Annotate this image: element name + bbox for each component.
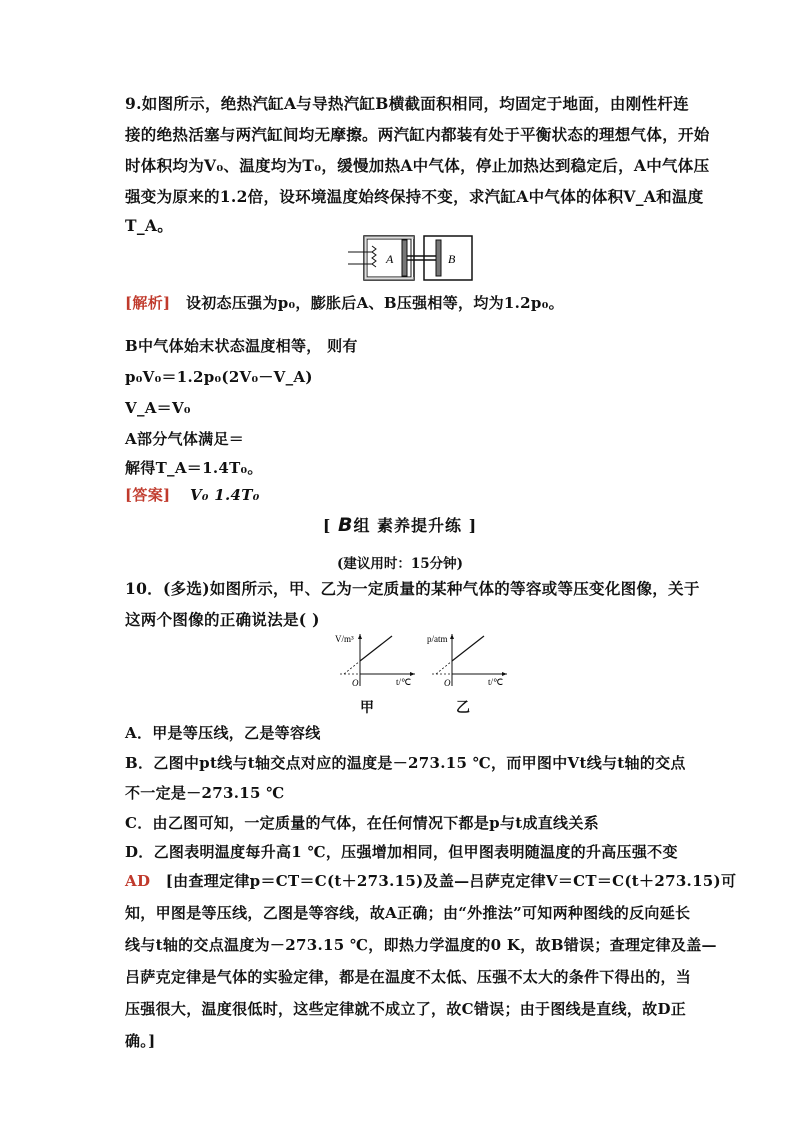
bracket-left: [: [322, 516, 332, 535]
time-hint: (建议用时：15分钟): [336, 556, 464, 572]
q9-line-4: 强变为原来的1.2倍，设环境温度始终保持不变，求汽缸A中气体的体积V_A和温度: [125, 187, 704, 206]
analysis-line: [125, 292, 564, 313]
answer-text: V₀ 1.4T₀: [189, 486, 260, 504]
section-title: 组 素养提升练: [353, 516, 463, 535]
yi-ylabel: p/atm: [427, 634, 448, 644]
yi-xlabel: t/℃: [488, 677, 504, 687]
graph-jia: [330, 630, 420, 688]
answer-key: AD: [125, 872, 151, 890]
graph-yi: [422, 630, 512, 688]
solution-line-4: A部分气体满足＝: [125, 430, 245, 448]
q9-line-3: 时体积均为V₀、温度均为T₀，缓慢加热A中气体，停止加热达到稳定后，A中气体压: [125, 156, 710, 175]
section-heading: [0, 513, 800, 536]
solution-line-1: B中气体始末状态温度相等， 则有: [125, 337, 358, 355]
caption-yi: 乙: [456, 700, 470, 716]
explanation-line-3: 线与t轴的交点温度为－273.15 ℃，即热力学温度的0 K，故B错误；查理定律及盖—: [125, 936, 717, 954]
q10-line-2: 这两个图像的正确说法是( ): [125, 610, 320, 629]
q9-line-5: T_A。: [125, 216, 174, 235]
option-b: B．乙图中pt线与t轴交点对应的温度是－273.15 ℃，而甲图中Vt线与t轴的交点: [125, 754, 686, 772]
explanation-line-6: 确。]: [125, 1032, 156, 1050]
q9-line-2: 接的绝热活塞与两汽缸间均无摩擦。两汽缸内都装有处于平衡状态的理想气体，开始: [125, 125, 710, 144]
solution-line-5: 解得T_A＝1.4T₀。: [125, 459, 263, 477]
jia-ylabel: V/m³: [335, 634, 354, 644]
explanation-line-4: 吕萨克定律是气体的实验定律，都是在温度不太低、压强不太大的条件下得出的，当: [125, 968, 692, 986]
option-d: D．乙图表明温度每升高1 ℃，压强增加相同，但甲图表明随温度的升高压强不变: [125, 843, 678, 861]
section-letter: B: [337, 514, 354, 536]
q10-line-1: 10．(多选)如图所示，甲、乙为一定质量的某种气体的等容或等压变化图像，关于: [125, 579, 700, 598]
explanation-text-1: [由查理定律p＝CT＝C(t＋273.15)及盖—吕萨克定律V＝CT＝C(t＋273.15)可: [165, 872, 737, 890]
option-b-cont: 不一定是－273.15 ℃: [125, 784, 285, 802]
analysis-tag: [解析]: [125, 294, 171, 312]
analysis-text: 设初态压强为p₀，膨胀后A、B压强相等，均为1.2p₀。: [185, 294, 564, 312]
jia-origin: O: [352, 678, 359, 688]
label-a: A: [386, 252, 394, 266]
yi-origin: O: [444, 678, 451, 688]
q9-line-1: 9.如图所示，绝热汽缸A与导热汽缸B横截面积相同，均固定于地面，由刚性杆连: [125, 94, 689, 113]
caption-jia: 甲: [360, 700, 374, 716]
explanation-line-5: 压强很大，温度很低时，这些定律就不成立了，故C错误；由于图线是直线，故D正: [125, 1000, 687, 1018]
label-b: B: [448, 252, 456, 266]
option-c: C．由乙图可知，一定质量的气体，在任何情况下都是p与t成直线关系: [125, 814, 599, 832]
bracket-right: ]: [468, 516, 478, 535]
solution-line-2: p₀V₀＝1.2p₀(2V₀－V_A): [125, 368, 313, 386]
explanation-line-1: [125, 870, 736, 891]
explanation-line-2: 知，甲图是等压线，乙图是等容线，故A正确；由“外推法”可知两种图线的反向延长: [125, 904, 691, 922]
answer-line: [125, 484, 260, 505]
jia-xlabel: t/℃: [396, 677, 412, 687]
option-a: A．甲是等压线，乙是等容线: [125, 724, 321, 742]
cylinder-figure: [340, 232, 480, 284]
answer-tag: [答案]: [125, 486, 171, 504]
solution-line-3: V_A＝V₀: [125, 399, 191, 417]
